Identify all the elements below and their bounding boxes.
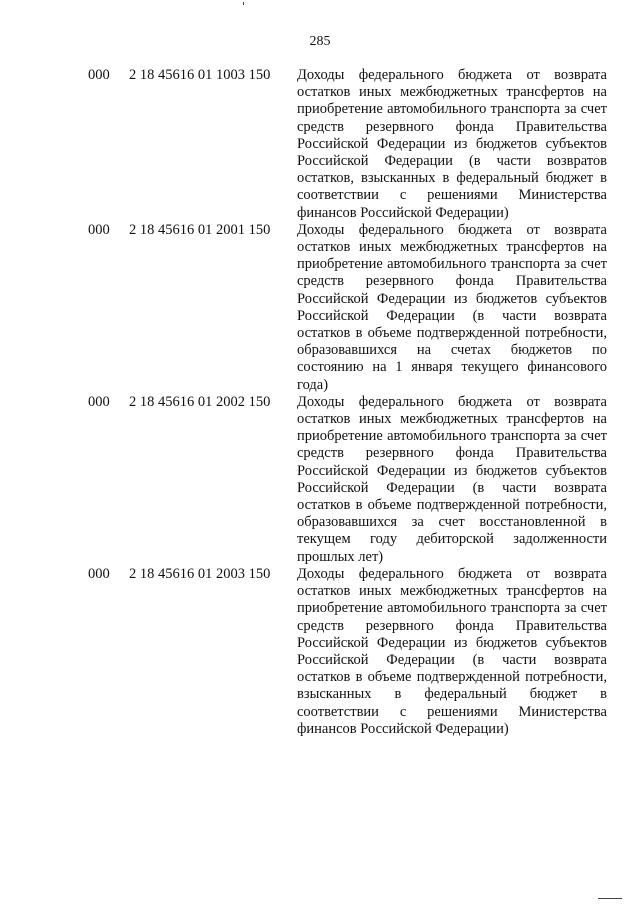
budget-classification-code: 2 18 45616 01 1003 150 <box>129 67 271 83</box>
scan-artifact-bottom <box>598 898 622 899</box>
table-row <box>0 67 640 222</box>
income-description: Доходы федерального бюджета от возврата остатков иных межбюджетных трансфертов на приобретение автомобильного транспорта за счет средств резервного фонда Правительства Российской Федерации из бюджетов субъектов Российской Федерации (в части возврата остатков в объеме подтвержденной потребности, взысканных в федеральный бюджет в соответствии с решениями Министерства финансов Российской Федерации) <box>297 565 607 737</box>
budget-classification-code: 2 18 45616 01 2002 150 <box>129 393 271 410</box>
income-description: Доходы федерального бюджета от возврата остатков иных межбюджетных трансфертов на приобретение автомобильного транспорта за счет средств резервного фонда Правительства Российской Федерации из бюджетов субъектов Российской Федерации (в части возврата остатков в объеме подтвержденной потребности, образовавшихся за счет восстановленной в текущем году дебиторской задолженности прошлых лет) <box>297 393 607 565</box>
admin-code: 000 <box>88 565 110 582</box>
admin-code: 000 <box>88 67 110 83</box>
admin-code: 000 <box>88 221 110 238</box>
income-description: Доходы федерального бюджета от возврата остатков иных межбюджетных трансфертов на приобретение автомобильного транспорта за счет средств резервного фонда Правительства Российской Федерации из бюджетов субъектов Российской Федерации (в части возврата остатков в объеме подтвержденной потребности, образовавшихся на счетах бюджетов по состоянию на 1 января текущего финансового года) <box>297 221 607 393</box>
budget-code-table <box>0 67 640 738</box>
admin-code: 000 <box>88 393 110 410</box>
income-description: Доходы федерального бюджета от возврата остатков иных межбюджетных трансфертов на приобретение автомобильного транспорта за счет средств резервного фонда Правительства Российской Федерации из бюджетов субъектов Российской Федерации (в части возвратов остатков, взысканных в федеральный бюджет в соответствии с решениями Министерства финансов Российской Федерации) <box>297 67 607 221</box>
table-row <box>0 394 640 566</box>
page-number: 285 <box>309 34 331 49</box>
table-row <box>0 222 640 394</box>
scan-artifact-top <box>243 2 244 5</box>
table-row <box>0 566 640 738</box>
budget-classification-code: 2 18 45616 01 2001 150 <box>129 221 271 238</box>
budget-classification-code: 2 18 45616 01 2003 150 <box>129 565 271 582</box>
